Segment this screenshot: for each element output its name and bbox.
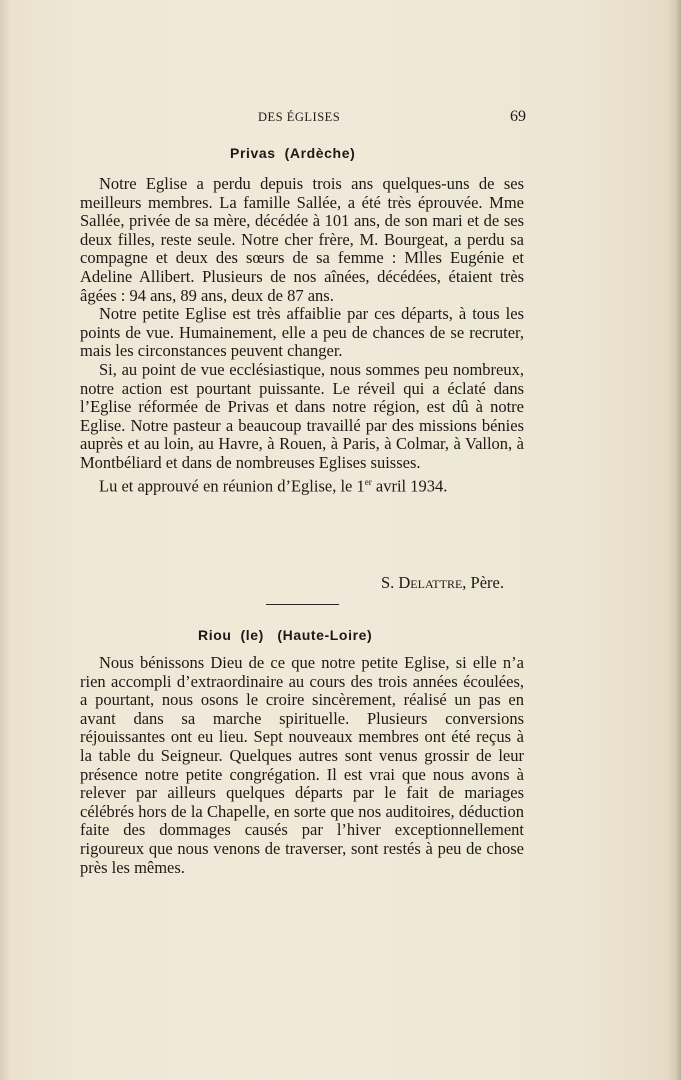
section-body-riou: [80, 654, 524, 877]
section-title-privas: Privas (Ardèche): [230, 145, 356, 161]
paragraph: Notre petite Eglise est très affaiblie par ces départs, à tous les points de vue. Humainement, elle a peu de chances de se recruter, mais les circonstances peuvent changer.: [80, 304, 524, 361]
page-right-shadow: [667, 0, 681, 1080]
page-header: [258, 108, 526, 128]
section-title-riou: Riou (le) (Haute-Loire): [198, 627, 373, 643]
paragraph: Si, au point de vue ecclésiastique, nous sommes peu nombreux, notre action est pourtant puissante. Le réveil qui a éclaté dans l’Eglise réformée de Privas et dans notre région, est dû à notre Eglise. Notre pasteur a beaucoup travaillé par des missions bénies auprès et au loin, au Havre, à Rouen, à Paris, à Colmar, à Vallon, à Montbéliard et dans de nombreuses Eglises suisses.: [80, 359, 524, 472]
paragraph: Notre Eglise a perdu depuis trois ans quelques-uns de ses meilleurs membres. La famille Sallée, a été très éprouvée. Mme Sallée, privée de sa mère, décédée à 101 ans, de son mari et de ses deux filles, reste seule. Notre cher frère, M. Bourgeat, a perdu sa compagne et deux des sœurs de sa femme : Mlles Eugénie et Adeline Allibert. Plusieurs de nos aînées, décédées, étaient très âgées : 94 ans, 89 ans, deux de 87 ans.: [80, 174, 524, 305]
signature: [80, 574, 504, 593]
page-number: 69: [510, 108, 526, 125]
signature-suffix: , Père.: [462, 573, 504, 592]
page-left-shadow: [0, 0, 10, 1080]
signature-initial: S.: [380, 573, 399, 592]
section-body-privas: [80, 175, 524, 496]
approval-date: avril 1934.: [371, 476, 448, 495]
paragraph: Nous bénissons Dieu de ce que notre petite Eglise, si elle n’a rien accompli d’extraordinaire au cours des trois années écoulées, a pourtant, nous osons le croire sincèrement, réalisé un pas en avant dans sa marche spirituelle. Plusieurs conversions réjouissantes ont eu lieu. Sept nouveaux membres ont été reçus à la table du Seigneur. Quelques autres sont venus grossir de leur présence notre petite congrégation. Il est vrai que nous avons à relever par ailleurs quelques départs par le fait de mariages célébrés hors de la Chapelle, en sorte que nos auditoires, déduction faite des dommages causés par l’hiver exceptionnellement rigoureux que nous venons de traverser, sont restés à peu de chose près les mêmes.: [80, 653, 524, 877]
signature-name: Delattre: [398, 573, 463, 592]
running-head: DES ÉGLISES: [258, 110, 341, 124]
approval-line: [80, 473, 524, 496]
approval-superscript: er: [364, 476, 372, 487]
approval-text: Lu et approuvé en réunion d’Eglise, le 1: [99, 476, 365, 495]
section-divider: [266, 604, 339, 605]
